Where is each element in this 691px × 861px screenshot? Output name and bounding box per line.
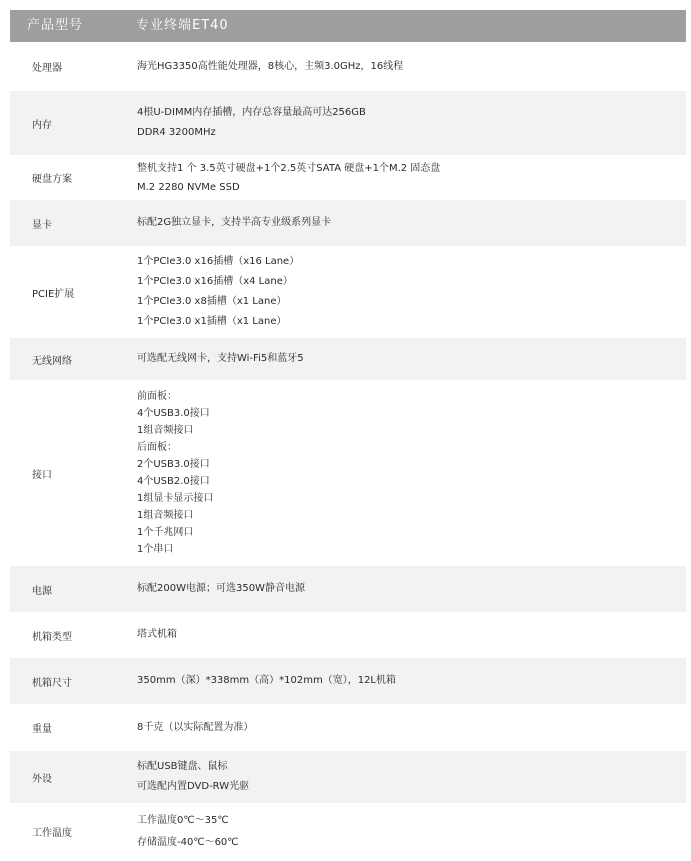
spec-value xyxy=(137,42,677,91)
spec-value-line: 8千克（以实际配置为准） xyxy=(137,721,254,733)
spec-row xyxy=(10,338,686,380)
spec-label: 无线网络 xyxy=(32,355,72,367)
spec-value-line: M.2 2280 NVMe SSD xyxy=(137,181,240,193)
spec-value xyxy=(137,566,677,612)
header-key-label: 产品型号 xyxy=(27,18,84,33)
spec-value-line: 后面板： xyxy=(137,442,177,453)
spec-value xyxy=(137,751,677,803)
spec-value-line: 4根U-DIMM内存插槽，内存总容量最高可达256GB xyxy=(137,107,366,118)
header-model-name: 专业终端ET40 xyxy=(136,18,229,33)
spec-label: 接口 xyxy=(32,469,52,481)
spec-value-line: 1个PCIe3.0 x8插槽（x1 Lane） xyxy=(137,296,287,307)
spec-value-line: 工作温度0℃～35℃ xyxy=(137,814,229,826)
spec-label: 电源 xyxy=(32,585,52,597)
spec-label: 重量 xyxy=(32,724,52,735)
spec-value-line: 1个串口 xyxy=(137,544,174,555)
spec-value-line: 1组音频接口 xyxy=(137,510,194,521)
spec-value xyxy=(137,155,677,200)
spec-label: 工作温度 xyxy=(32,828,72,839)
spec-value-line: 4个USB2.0接口 xyxy=(137,476,210,487)
spec-row xyxy=(10,200,686,246)
spec-value xyxy=(137,803,677,860)
spec-row xyxy=(10,612,686,658)
spec-row xyxy=(10,155,686,200)
spec-row xyxy=(10,566,686,612)
spec-value-line: 海光HG3350高性能处理器，8核心，主频3.0GHz，16线程 xyxy=(137,60,404,72)
spec-row xyxy=(10,803,686,860)
spec-label: 处理器 xyxy=(32,63,62,74)
spec-value xyxy=(137,704,677,751)
spec-label: PCIE扩展 xyxy=(32,288,75,300)
spec-value-line: 1个PCIe3.0 x16插槽（x16 Lane） xyxy=(137,256,300,267)
spec-value-line: 1组音频接口 xyxy=(137,425,194,436)
table-header xyxy=(10,10,686,42)
spec-value-line: 前面板： xyxy=(137,391,177,402)
spec-value-line: 1组显卡显示接口 xyxy=(137,493,214,504)
spec-value xyxy=(137,380,677,566)
spec-value-line: 4个USB3.0接口 xyxy=(137,408,210,419)
spec-label: 内存 xyxy=(32,119,52,131)
spec-value-line: 1个PCIe3.0 x16插槽（x4 Lane） xyxy=(137,276,293,287)
spec-value-line: 标配USB键盘、鼠标 xyxy=(137,761,228,772)
spec-label: 机箱尺寸 xyxy=(32,677,72,689)
spec-row xyxy=(10,91,686,155)
spec-label: 硬盘方案 xyxy=(32,174,72,185)
spec-row xyxy=(10,658,686,704)
spec-value xyxy=(137,338,677,380)
spec-value xyxy=(137,200,677,246)
spec-value-line: 2个USB3.0接口 xyxy=(137,459,210,470)
spec-label: 机箱类型 xyxy=(32,631,72,643)
spec-value xyxy=(137,612,677,658)
spec-row xyxy=(10,246,686,338)
spec-value-line: DDR4 3200MHz xyxy=(137,127,216,138)
spec-label: 显卡 xyxy=(32,219,52,231)
spec-value-line: 塔式机箱 xyxy=(137,629,177,640)
spec-value-line: 1个PCIe3.0 x1插槽（x1 Lane） xyxy=(137,316,287,327)
spec-row xyxy=(10,704,686,751)
spec-value-line: 整机支持1 个 3.5英寸硬盘+1个2.5英寸SATA 硬盘+1个M.2 固态盘 xyxy=(137,162,441,174)
spec-value-line: 1个千兆网口 xyxy=(137,527,194,538)
spec-value xyxy=(137,246,677,338)
spec-value-line: 可选配无线网卡，支持Wi-Fi5和蓝牙5 xyxy=(137,353,304,364)
spec-row xyxy=(10,380,686,566)
spec-value-line: 可选配内置DVD-RW光驱 xyxy=(137,781,250,792)
spec-value-line: 350mm（深）*338mm（高）*102mm（宽），12L机箱 xyxy=(137,675,397,686)
spec-label: 外设 xyxy=(32,773,52,785)
spec-value xyxy=(137,91,677,155)
spec-value-line: 标配200W电源；可选350W静音电源 xyxy=(137,583,305,594)
spec-value-line: 标配2G独立显卡，支持半高专业级系列显卡 xyxy=(137,217,332,228)
spec-row xyxy=(10,751,686,803)
spec-value-line: 存储温度-40℃～60℃ xyxy=(137,836,239,848)
spec-value xyxy=(137,658,677,704)
spec-row xyxy=(10,42,686,91)
